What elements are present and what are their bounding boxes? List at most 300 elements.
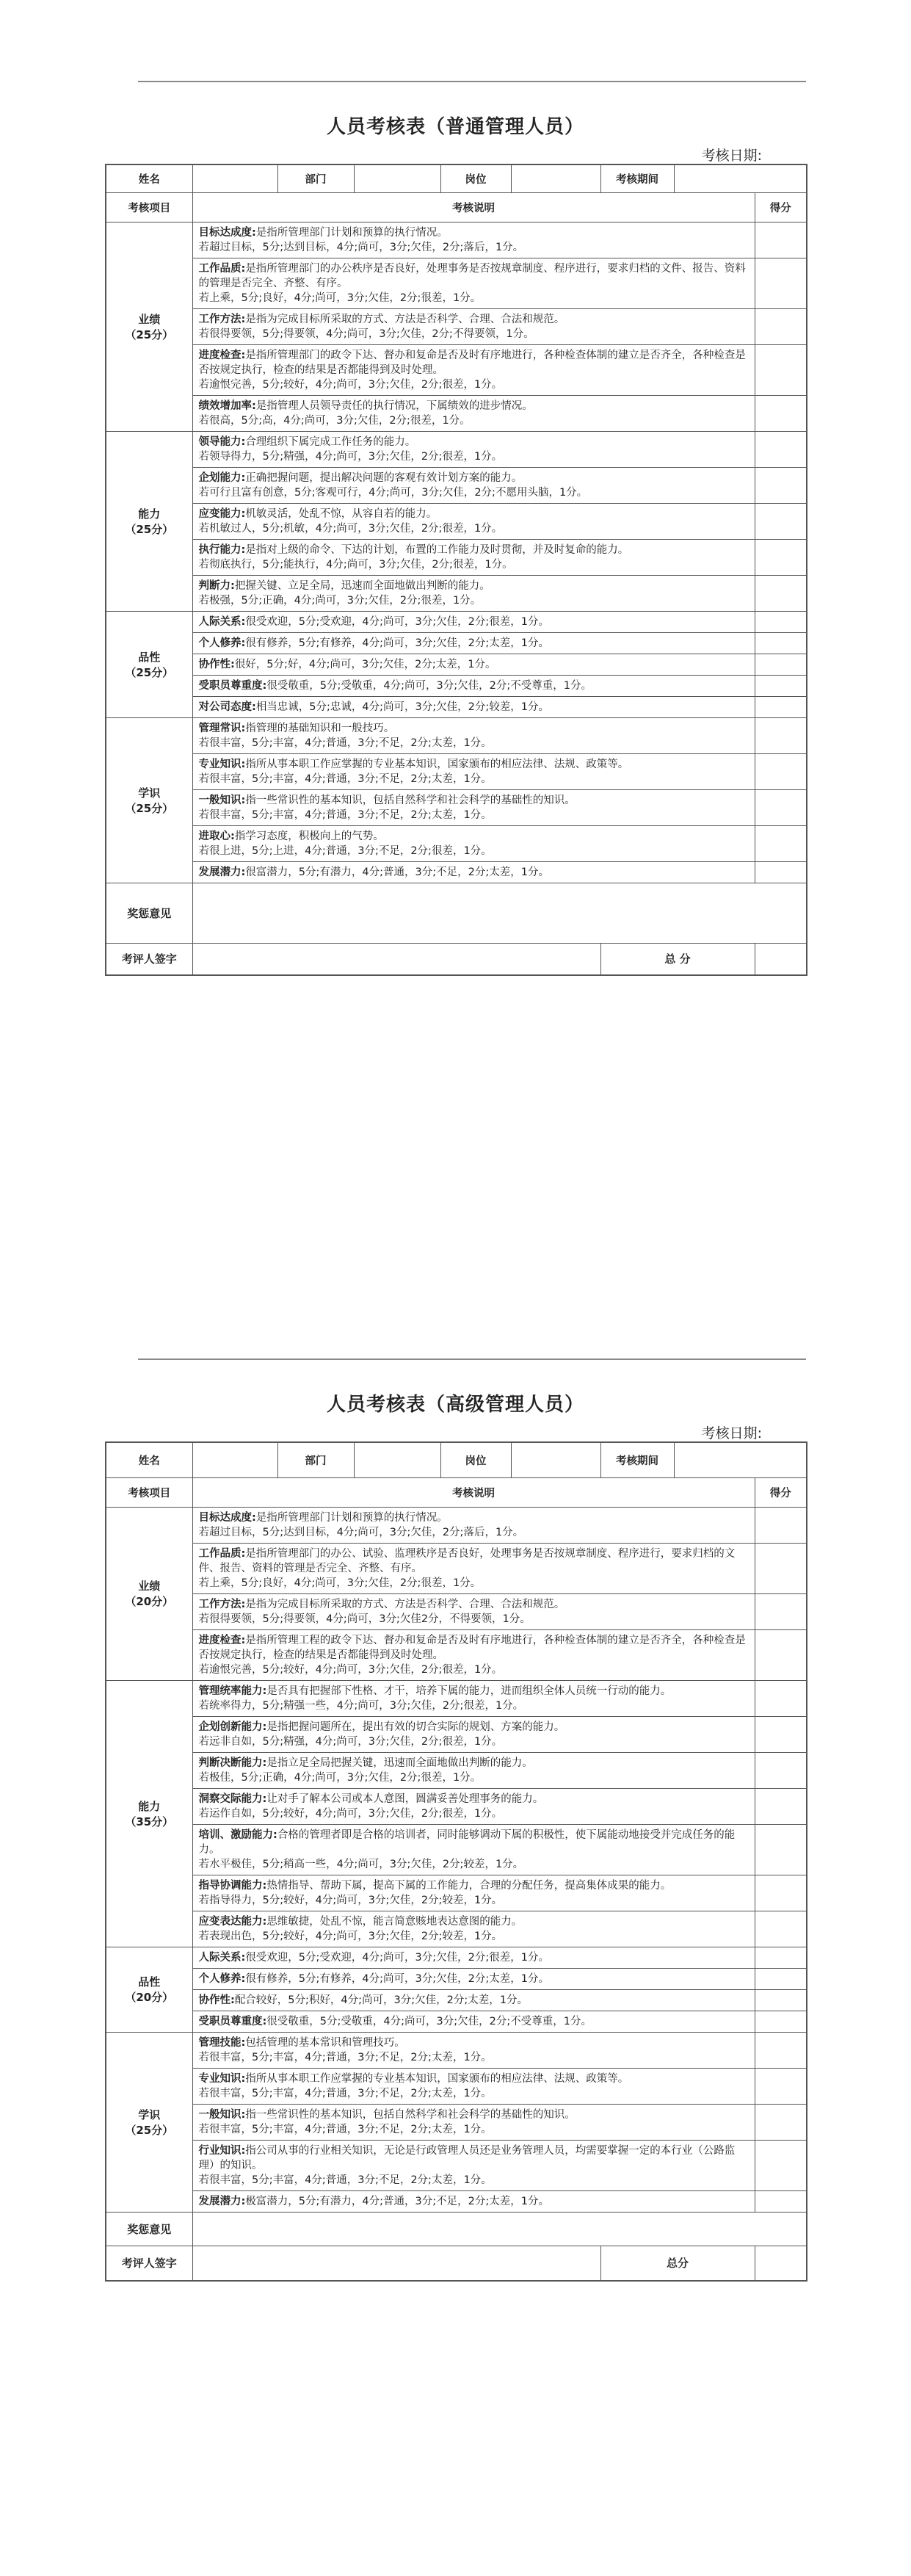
signature-row bbox=[106, 2246, 807, 2281]
criterion-row bbox=[106, 575, 807, 611]
score-field[interactable] bbox=[755, 1788, 807, 1824]
criterion-scale: 若水平极佳，5分;稍高一些，4分;尚可，3分;欠佳，2分;较差，1分。 bbox=[198, 1858, 524, 1870]
criterion-description bbox=[192, 1875, 755, 1911]
criterion-term: 领导能力: bbox=[198, 435, 246, 448]
criterion-scale: 若指导得力，5分;较好，4分;尚可，3分;欠佳，2分;较差，1分。 bbox=[198, 1894, 503, 1906]
criterion-row bbox=[106, 1947, 807, 1968]
criterion-term: 工作方法: bbox=[198, 313, 246, 325]
criterion-row bbox=[106, 654, 807, 675]
score-field[interactable] bbox=[755, 1752, 807, 1788]
criterion-row bbox=[106, 1788, 807, 1824]
criterion-scale: 若超过目标，5分;达到目标，4分;尚可，3分;欠佳，2分;落后，1分。 bbox=[198, 241, 524, 253]
score-field[interactable] bbox=[755, 1947, 807, 1968]
group-cell bbox=[106, 611, 192, 717]
position-field[interactable] bbox=[511, 164, 600, 192]
score-field[interactable] bbox=[755, 675, 807, 696]
criterion-description bbox=[192, 1947, 755, 1968]
criterion-text: 思维敏捷，处乱不惊，能言简意赅地表达意图的能力。 bbox=[266, 1915, 523, 1928]
criterion-term: 工作品质: bbox=[198, 262, 246, 275]
criterion-row bbox=[106, 2032, 807, 2068]
criterion-text: 合理组织下属完成工作任务的能力。 bbox=[245, 435, 416, 448]
criterion-scale: 若很丰富，5分;丰富，4分;普通，3分;不足，2分;太差，1分。 bbox=[198, 2123, 492, 2135]
criterion-term: 判断力: bbox=[198, 579, 235, 592]
criterion-text: 是指对上级的命令、下达的计划，布置的工作能力及时贯彻，并及时复命的能力。 bbox=[245, 543, 629, 556]
score-field[interactable] bbox=[755, 467, 807, 503]
top-divider bbox=[138, 81, 806, 82]
criterion-description bbox=[192, 2140, 755, 2190]
score-field[interactable] bbox=[755, 717, 807, 753]
score-field[interactable] bbox=[755, 789, 807, 825]
criterion-term: 工作方法: bbox=[198, 1598, 246, 1610]
criterion-text: 很好，5分;好，4分;尚可，3分;欠佳，2分;太差，1分。 bbox=[234, 658, 496, 670]
criterion-row bbox=[106, 1752, 807, 1788]
criterion-description bbox=[192, 1507, 755, 1543]
period-label: 考核期间 bbox=[600, 1442, 674, 1477]
group-weight: （20分） bbox=[125, 1991, 174, 2004]
criterion-row bbox=[106, 308, 807, 344]
criterion-description bbox=[192, 675, 755, 696]
criterion-row bbox=[106, 1875, 807, 1911]
reward-field[interactable] bbox=[192, 883, 807, 943]
criterion-text: 是指所管理部门的办公、试验、监理秩序是否良好，处理事务是否按规章制度、程序进行，要求归档的文件、报告、资料的管理是否完全、齐整、有序。 bbox=[198, 1547, 736, 1574]
criterion-term: 人际关系: bbox=[198, 1951, 246, 1964]
reward-label: 奖惩意见 bbox=[106, 2212, 192, 2246]
group-cell bbox=[106, 2032, 192, 2212]
score-field[interactable] bbox=[755, 575, 807, 611]
criterion-text: 机敏灵活，处乱不惊，从容自若的能力。 bbox=[245, 507, 438, 520]
score-field[interactable] bbox=[755, 539, 807, 575]
group-name: 能力 bbox=[138, 507, 161, 521]
criterion-description bbox=[192, 1989, 755, 2011]
group-name: 品性 bbox=[138, 1975, 161, 1989]
criterion-text: 很富潜力，5分;有潜力，4分;普通，3分;不足，2分;太差，1分。 bbox=[245, 866, 549, 878]
criterion-text: 是指所管理工程的政令下达、督办和复命是否及时有序地进行，各种检查体制的建立是否齐全，各种检查是否按规定执行，检查的结果是否都能得到及时处理。 bbox=[198, 1634, 746, 1661]
top-divider bbox=[138, 1358, 806, 1360]
position-field[interactable] bbox=[511, 1442, 600, 1477]
criterion-scale: 若很丰富，5分;丰富，4分;普通，3分;不足，2分;太差，1分。 bbox=[198, 2087, 492, 2099]
criterion-term: 绩效增加率: bbox=[198, 399, 256, 412]
group-weight: （25分） bbox=[125, 328, 174, 341]
form-title: 人员考核表（高级管理人员） bbox=[326, 1394, 584, 1416]
criterion-row bbox=[106, 1911, 807, 1947]
group-cell bbox=[106, 717, 192, 883]
criterion-scale: 若逾恨完善，5分;较好，4分;尚可，3分;欠佳，2分;很差，1分。 bbox=[198, 1663, 503, 1676]
criterion-text: 指所从事本职工作应掌握的专业基本知识，国家颁布的相应法律、法规、政策等。 bbox=[245, 758, 629, 770]
criterion-description bbox=[192, 539, 755, 575]
score-field[interactable] bbox=[755, 861, 807, 883]
assessment-date-label: 考核日期: bbox=[701, 1425, 762, 1441]
criterion-term: 执行能力: bbox=[198, 543, 246, 556]
signer-label: 考评人签字 bbox=[106, 2246, 192, 2281]
criterion-scale: 若很上进，5分;上进，4分;普通，3分;不足，2分;很差，1分。 bbox=[198, 844, 492, 857]
form-title: 人员考核表（普通管理人员） bbox=[326, 116, 584, 138]
criterion-scale: 若很高，5分;高，4分;尚可，3分;欠佳，2分;很差，1分。 bbox=[198, 414, 471, 427]
criterion-term: 发展潜力: bbox=[198, 2195, 246, 2207]
period-field[interactable] bbox=[674, 164, 807, 192]
group-name: 学识 bbox=[138, 2108, 161, 2121]
score-field[interactable] bbox=[755, 1593, 807, 1629]
criterion-description bbox=[192, 258, 755, 308]
score-field[interactable] bbox=[755, 2140, 807, 2190]
criterion-row bbox=[106, 675, 807, 696]
criterion-term: 专业知识: bbox=[198, 2072, 246, 2085]
criterion-term: 个人修养: bbox=[198, 637, 246, 649]
signer-label: 考评人签字 bbox=[106, 943, 192, 975]
criterion-term: 培训、激励能力: bbox=[198, 1828, 277, 1841]
criterion-row bbox=[106, 2011, 807, 2032]
criterion-description bbox=[192, 575, 755, 611]
criterion-description bbox=[192, 1788, 755, 1824]
reward-row bbox=[106, 883, 807, 943]
desc-header: 考核说明 bbox=[192, 1477, 755, 1507]
criterion-description bbox=[192, 1911, 755, 1947]
criterion-description bbox=[192, 696, 755, 717]
criterion-text: 把握关键、立足全局，迅速而全面地做出判断的能力。 bbox=[234, 579, 490, 592]
header-row bbox=[106, 192, 807, 222]
criterion-row bbox=[106, 503, 807, 539]
criterion-text: 是指管理人员领导责任的执行情况，下属绩效的进步情况。 bbox=[255, 399, 533, 412]
criterion-row bbox=[106, 717, 807, 753]
name-field[interactable] bbox=[192, 164, 277, 192]
header-row bbox=[106, 1477, 807, 1507]
criterion-text: 很受敬重，5分;受敬重，4分;尚可，3分;欠佳，2分;不受尊重，1分。 bbox=[266, 679, 592, 692]
criterion-description bbox=[192, 1824, 755, 1875]
criterion-description bbox=[192, 2104, 755, 2140]
criterion-scale: 若很丰富，5分;丰富，4分;普通，3分;不足，2分;太差，1分。 bbox=[198, 808, 492, 821]
group-cell bbox=[106, 1507, 192, 1680]
criterion-row bbox=[106, 344, 807, 395]
criterion-term: 协作性: bbox=[198, 658, 235, 670]
score-field[interactable] bbox=[755, 308, 807, 344]
reward-row bbox=[106, 2212, 807, 2246]
criterion-row bbox=[106, 222, 807, 258]
reward-label: 奖惩意见 bbox=[106, 883, 192, 943]
criterion-term: 管理统率能力: bbox=[198, 1685, 267, 1697]
criterion-term: 对公司态度: bbox=[198, 701, 256, 713]
criterion-text: 是指所管理部门的政令下达、督办和复命是否及时有序地进行，各种检查体制的建立是否齐全，各种检查是否按规定执行，检查的结果是否都能得到及时处理。 bbox=[198, 349, 746, 376]
criterion-description bbox=[192, 395, 755, 431]
item-header: 考核项目 bbox=[106, 1477, 192, 1507]
score-field[interactable] bbox=[755, 258, 807, 308]
criterion-term: 人际关系: bbox=[198, 615, 246, 628]
score-field[interactable] bbox=[755, 503, 807, 539]
criterion-scale: 若可行且富有创意，5分;客观可行，4分;尚可，3分;欠佳，2分;不愿用头脑，1分。 bbox=[198, 486, 588, 499]
score-field[interactable] bbox=[755, 825, 807, 861]
info-row bbox=[106, 164, 807, 192]
score-field[interactable] bbox=[755, 2032, 807, 2068]
criterion-term: 个人修养: bbox=[198, 1972, 246, 1985]
desc-header: 考核说明 bbox=[192, 192, 755, 222]
score-field[interactable] bbox=[755, 1989, 807, 2011]
signer-field[interactable] bbox=[192, 943, 600, 975]
dept-field[interactable] bbox=[354, 1442, 440, 1477]
score-field[interactable] bbox=[755, 1629, 807, 1680]
criterion-description bbox=[192, 344, 755, 395]
form-general-managers bbox=[105, 81, 806, 976]
group-name: 品性 bbox=[138, 650, 161, 664]
criterion-description bbox=[192, 503, 755, 539]
score-field[interactable] bbox=[755, 431, 807, 467]
criterion-term: 进度检查: bbox=[198, 349, 246, 361]
criterion-scale: 若极佳，5分;正确，4分;尚可，3分;欠佳，2分;很差，1分。 bbox=[198, 1771, 482, 1784]
score-field[interactable] bbox=[755, 222, 807, 258]
score-field[interactable] bbox=[755, 1911, 807, 1947]
score-field[interactable] bbox=[755, 1716, 807, 1752]
criterion-row bbox=[106, 2068, 807, 2104]
criterion-term: 企划创新能力: bbox=[198, 1721, 267, 1733]
criterion-scale: 若运作自如，5分;较好，4分;尚可，3分;欠佳，2分;很差，1分。 bbox=[198, 1807, 503, 1820]
criterion-text: 指一些常识性的基本知识，包括自然科学和社会科学的基础性的知识。 bbox=[245, 2108, 576, 2121]
criterion-row bbox=[106, 753, 807, 789]
criterion-term: 指导协调能力: bbox=[198, 1879, 267, 1892]
criterion-text: 指所从事本职工作应掌握的专业基本知识，国家颁布的相应法律、法规、政策等。 bbox=[245, 2072, 629, 2085]
total-field[interactable] bbox=[755, 943, 807, 975]
criterion-description bbox=[192, 753, 755, 789]
position-label: 岗位 bbox=[440, 164, 511, 192]
criterion-text: 是指所管理部门计划和预算的执行情况。 bbox=[255, 226, 448, 239]
criterion-scale: 若领导得力，5分;精强，4分;尚可，3分;欠佳，2分;很差，1分。 bbox=[198, 450, 503, 463]
criterion-text: 指学习态度，积极向上的气势。 bbox=[234, 830, 384, 842]
signature-row bbox=[106, 943, 807, 975]
criterion-scale: 若很丰富，5分;丰富，4分;普通，3分;不足，2分;太差，1分。 bbox=[198, 2174, 492, 2186]
group-name: 业绩 bbox=[138, 1580, 161, 1593]
criterion-text: 很受欢迎，5分;受欢迎，4分;尚可，3分;欠佳，2分;很差，1分。 bbox=[245, 615, 549, 628]
criterion-term: 应变表达能力: bbox=[198, 1915, 267, 1928]
info-row bbox=[106, 1442, 807, 1477]
criterion-row bbox=[106, 1989, 807, 2011]
form-senior-managers bbox=[105, 1358, 806, 2282]
name-field[interactable] bbox=[192, 1442, 277, 1477]
group-name: 业绩 bbox=[138, 312, 161, 326]
score-field[interactable] bbox=[755, 696, 807, 717]
criterion-text: 是指立足全局把握关键，迅速而全面地做出判断的能力。 bbox=[266, 1756, 533, 1769]
criterion-description bbox=[192, 2068, 755, 2104]
criterion-description bbox=[192, 632, 755, 654]
total-label: 总分 bbox=[600, 2246, 755, 2281]
period-label: 考核期间 bbox=[600, 164, 674, 192]
criterion-text: 很有修养，5分;有修养，4分;尚可，3分;欠佳，2分;太差，1分。 bbox=[245, 1972, 549, 1985]
criterion-row bbox=[106, 2140, 807, 2190]
criterion-description bbox=[192, 2190, 755, 2212]
criterion-term: 进度检查: bbox=[198, 1634, 246, 1646]
score-field[interactable] bbox=[755, 611, 807, 632]
assessment-table bbox=[105, 1441, 807, 2282]
criterion-scale: 若机敏过人，5分;机敏，4分;尚可，3分;欠佳，2分;很差，1分。 bbox=[198, 522, 503, 535]
group-name: 能力 bbox=[138, 1799, 161, 1813]
score-field[interactable] bbox=[755, 632, 807, 654]
criterion-row bbox=[106, 431, 807, 467]
score-field[interactable] bbox=[755, 2104, 807, 2140]
criterion-row bbox=[106, 611, 807, 632]
criterion-term: 判断决断能力: bbox=[198, 1756, 267, 1769]
group-cell bbox=[106, 222, 192, 431]
score-field[interactable] bbox=[755, 1968, 807, 1989]
criterion-description bbox=[192, 611, 755, 632]
criterion-text: 很有修养，5分;有修养，4分;尚可，3分;欠佳，2分;太差，1分。 bbox=[245, 637, 549, 649]
criterion-text: 很受欢迎，5分;受欢迎，4分;尚可，3分;欠佳，2分;很差，1分。 bbox=[245, 1951, 549, 1964]
criterion-text: 是指为完成目标所采取的方式、方法是否科学、合理、合法和规范。 bbox=[245, 313, 565, 325]
group-cell bbox=[106, 1947, 192, 2032]
criterion-row bbox=[106, 861, 807, 883]
criterion-term: 行业知识: bbox=[198, 2144, 246, 2157]
criterion-text: 指公司从事的行业相关知识，无论是行政管理人员还是业务管理人员，均需要掌握一定的本行业（公路监理）的知识。 bbox=[198, 2144, 736, 2171]
criterion-row bbox=[106, 395, 807, 431]
criterion-description bbox=[192, 1543, 755, 1593]
criterion-row bbox=[106, 2190, 807, 2212]
criterion-row bbox=[106, 825, 807, 861]
group-cell bbox=[106, 1680, 192, 1947]
criterion-term: 洞察交际能力: bbox=[198, 1792, 267, 1805]
criterion-description bbox=[192, 222, 755, 258]
criterion-scale: 若统率得力，5分;精强一些，4分;尚可，3分;欠佳，2分;很差，1分。 bbox=[198, 1699, 524, 1712]
criterion-term: 一般知识: bbox=[198, 2108, 246, 2121]
score-field[interactable] bbox=[755, 2190, 807, 2212]
criterion-scale: 若很丰富，5分;丰富，4分;普通，3分;不足，2分;太差，1分。 bbox=[198, 737, 492, 749]
criterion-scale: 若上乘，5分;良好，4分;尚可，3分;欠佳，2分;很差，1分。 bbox=[198, 1577, 482, 1589]
criterion-text: 是指所管理部门的办公秩序是否良好，处理事务是否按规章制度、程序进行，要求归档的文件、报告、资料的管理是否完全、齐整、有序。 bbox=[198, 262, 746, 289]
criterion-row bbox=[106, 1543, 807, 1593]
criterion-text: 配合较好，5分;积好，4分;尚可，3分;欠佳，2分;太差，1分。 bbox=[234, 1994, 528, 2006]
assessment-date-label: 考核日期: bbox=[701, 148, 762, 164]
score-field[interactable] bbox=[755, 1875, 807, 1911]
criterion-text: 热情指导、帮助下属，提高下属的工作能力，合理的分配任务，提高集体成果的能力。 bbox=[266, 1879, 672, 1892]
criterion-term: 受职员尊重度: bbox=[198, 679, 267, 692]
criterion-row bbox=[106, 1593, 807, 1629]
criterion-description bbox=[192, 431, 755, 467]
score-field[interactable] bbox=[755, 753, 807, 789]
criterion-scale: 若远非自如，5分;精强，4分;尚可，3分;欠佳，2分;很差，1分。 bbox=[198, 1735, 503, 1748]
criterion-description bbox=[192, 861, 755, 883]
group-weight: （20分） bbox=[125, 1595, 174, 1608]
group-weight: （25分） bbox=[125, 665, 174, 679]
criterion-row bbox=[106, 2104, 807, 2140]
criterion-scale: 若很得要领，5分;得要领，4分;尚可，3分;欠佳，2分;不得要领，1分。 bbox=[198, 328, 534, 340]
score-field[interactable] bbox=[755, 1680, 807, 1716]
criterion-term: 协作性: bbox=[198, 1994, 235, 2006]
criterion-text: 是指所管理部门计划和预算的执行情况。 bbox=[255, 1511, 448, 1524]
criterion-row bbox=[106, 1968, 807, 1989]
group-cell bbox=[106, 431, 192, 611]
criterion-description bbox=[192, 467, 755, 503]
criterion-description bbox=[192, 654, 755, 675]
criterion-text: 合格的管理者即是合格的培训者，同时能够调动下属的积极性，使下属能动地接受并完成任务的能力。 bbox=[198, 1828, 736, 1856]
criterion-row bbox=[106, 789, 807, 825]
criterion-row bbox=[106, 1680, 807, 1716]
criterion-description bbox=[192, 1680, 755, 1716]
criterion-term: 进取心: bbox=[198, 830, 235, 842]
criterion-row bbox=[106, 632, 807, 654]
criterion-description bbox=[192, 1968, 755, 1989]
item-header: 考核项目 bbox=[106, 192, 192, 222]
criterion-text: 相当忠诚，5分;忠诚，4分;尚可，3分;欠佳，2分;较差，1分。 bbox=[255, 701, 549, 713]
criterion-term: 管理技能: bbox=[198, 2036, 246, 2049]
criterion-scale: 若很得要领，5分;得要领，4分;尚可，3分;欠佳2分，不得要领，1分。 bbox=[198, 1613, 531, 1625]
score-field[interactable] bbox=[755, 2068, 807, 2104]
criterion-description bbox=[192, 1752, 755, 1788]
criterion-row bbox=[106, 258, 807, 308]
score-field[interactable] bbox=[755, 395, 807, 431]
criterion-scale: 若极强，5分;正确，4分;尚可，3分;欠佳，2分;很差，1分。 bbox=[198, 594, 482, 607]
group-name: 学识 bbox=[138, 786, 161, 800]
assessment-table bbox=[105, 164, 807, 976]
dept-label: 部门 bbox=[277, 164, 354, 192]
score-field[interactable] bbox=[755, 344, 807, 395]
criterion-description bbox=[192, 789, 755, 825]
criterion-scale: 若超过目标，5分;达到目标，4分;尚可，3分;欠佳，2分;落后，1分。 bbox=[198, 1526, 524, 1538]
criterion-term: 管理常识: bbox=[198, 722, 246, 734]
score-field[interactable] bbox=[755, 1824, 807, 1875]
criterion-row bbox=[106, 1507, 807, 1543]
signer-field[interactable] bbox=[192, 2246, 600, 2281]
criterion-text: 让对手了解本公司或本人意图，圆满妥善处理事务的能力。 bbox=[266, 1792, 544, 1805]
criterion-text: 是否具有把握部下性格、才干，培养下属的能力，进而组织全体人员统一行动的能力。 bbox=[266, 1685, 672, 1697]
criterion-description bbox=[192, 717, 755, 753]
score-field[interactable] bbox=[755, 2011, 807, 2032]
score-header: 得分 bbox=[755, 1477, 807, 1507]
period-field[interactable] bbox=[674, 1442, 807, 1477]
criterion-description bbox=[192, 825, 755, 861]
criterion-term: 目标达成度: bbox=[198, 226, 256, 239]
criterion-scale: 若表现出色，5分;较好，4分;尚可，3分;欠佳，2分;较差，1分。 bbox=[198, 1930, 503, 1942]
score-field[interactable] bbox=[755, 1543, 807, 1593]
criterion-description bbox=[192, 2011, 755, 2032]
group-weight: （25分） bbox=[125, 801, 174, 815]
reward-field[interactable] bbox=[192, 2212, 807, 2246]
total-field[interactable] bbox=[755, 2246, 807, 2281]
score-field[interactable] bbox=[755, 1507, 807, 1543]
criterion-text: 正确把握问题，提出解决问题的客观有效计划方案的能力。 bbox=[245, 471, 523, 484]
criterion-term: 一般知识: bbox=[198, 794, 246, 806]
score-field[interactable] bbox=[755, 654, 807, 675]
criterion-term: 受职员尊重度: bbox=[198, 2015, 267, 2027]
position-label: 岗位 bbox=[440, 1442, 511, 1477]
criterion-term: 发展潜力: bbox=[198, 866, 246, 878]
criterion-text: 是指把握问题所在，提出有效的切合实际的规划、方案的能力。 bbox=[266, 1721, 565, 1733]
criterion-term: 工作品质: bbox=[198, 1547, 246, 1560]
name-label: 姓名 bbox=[106, 1442, 192, 1477]
dept-field[interactable] bbox=[354, 164, 440, 192]
criterion-term: 目标达成度: bbox=[198, 1511, 256, 1524]
name-label: 姓名 bbox=[106, 164, 192, 192]
criterion-description bbox=[192, 1593, 755, 1629]
criterion-term: 企划能力: bbox=[198, 471, 246, 484]
criterion-text: 包括管理的基本常识和管理技巧。 bbox=[245, 2036, 405, 2049]
group-weight: （35分） bbox=[125, 1815, 174, 1828]
criterion-row bbox=[106, 467, 807, 503]
criterion-row bbox=[106, 1824, 807, 1875]
criterion-row bbox=[106, 1716, 807, 1752]
criterion-description bbox=[192, 1716, 755, 1752]
criterion-description bbox=[192, 1629, 755, 1680]
criterion-term: 专业知识: bbox=[198, 758, 246, 770]
criterion-scale: 若彻底执行，5分;能执行，4分;尚可，3分;欠佳，2分;很差，1分。 bbox=[198, 558, 513, 571]
criterion-row bbox=[106, 1629, 807, 1680]
criterion-text: 极富潜力，5分;有潜力，4分;普通，3分;不足，2分;太差，1分。 bbox=[245, 2195, 549, 2207]
dept-label: 部门 bbox=[277, 1442, 354, 1477]
criterion-scale: 若上乘，5分;良好，4分;尚可，3分;欠佳，2分;很差，1分。 bbox=[198, 292, 482, 304]
criterion-text: 指管理的基础知识和一般技巧。 bbox=[245, 722, 395, 734]
criterion-row bbox=[106, 696, 807, 717]
criterion-text: 是指为完成目标所采取的方式、方法是否科学、合理、合法和规范。 bbox=[245, 1598, 565, 1610]
criterion-term: 应变能力: bbox=[198, 507, 246, 520]
criterion-text: 指一些常识性的基本知识，包括自然科学和社会科学的基础性的知识。 bbox=[245, 794, 576, 806]
criterion-scale: 若逾恨完善，5分;较好，4分;尚可，3分;欠佳，2分;很差，1分。 bbox=[198, 378, 503, 391]
criterion-text: 很受敬重，5分;受敬重，4分;尚可，3分;欠佳，2分;不受尊重，1分。 bbox=[266, 2015, 592, 2027]
criterion-description bbox=[192, 308, 755, 344]
criterion-scale: 若很丰富，5分;丰富，4分;普通，3分;不足，2分;太差，1分。 bbox=[198, 2051, 492, 2063]
criterion-row bbox=[106, 539, 807, 575]
criterion-scale: 若很丰富，5分;丰富，4分;普通，3分;不足，2分;太差，1分。 bbox=[198, 773, 492, 785]
